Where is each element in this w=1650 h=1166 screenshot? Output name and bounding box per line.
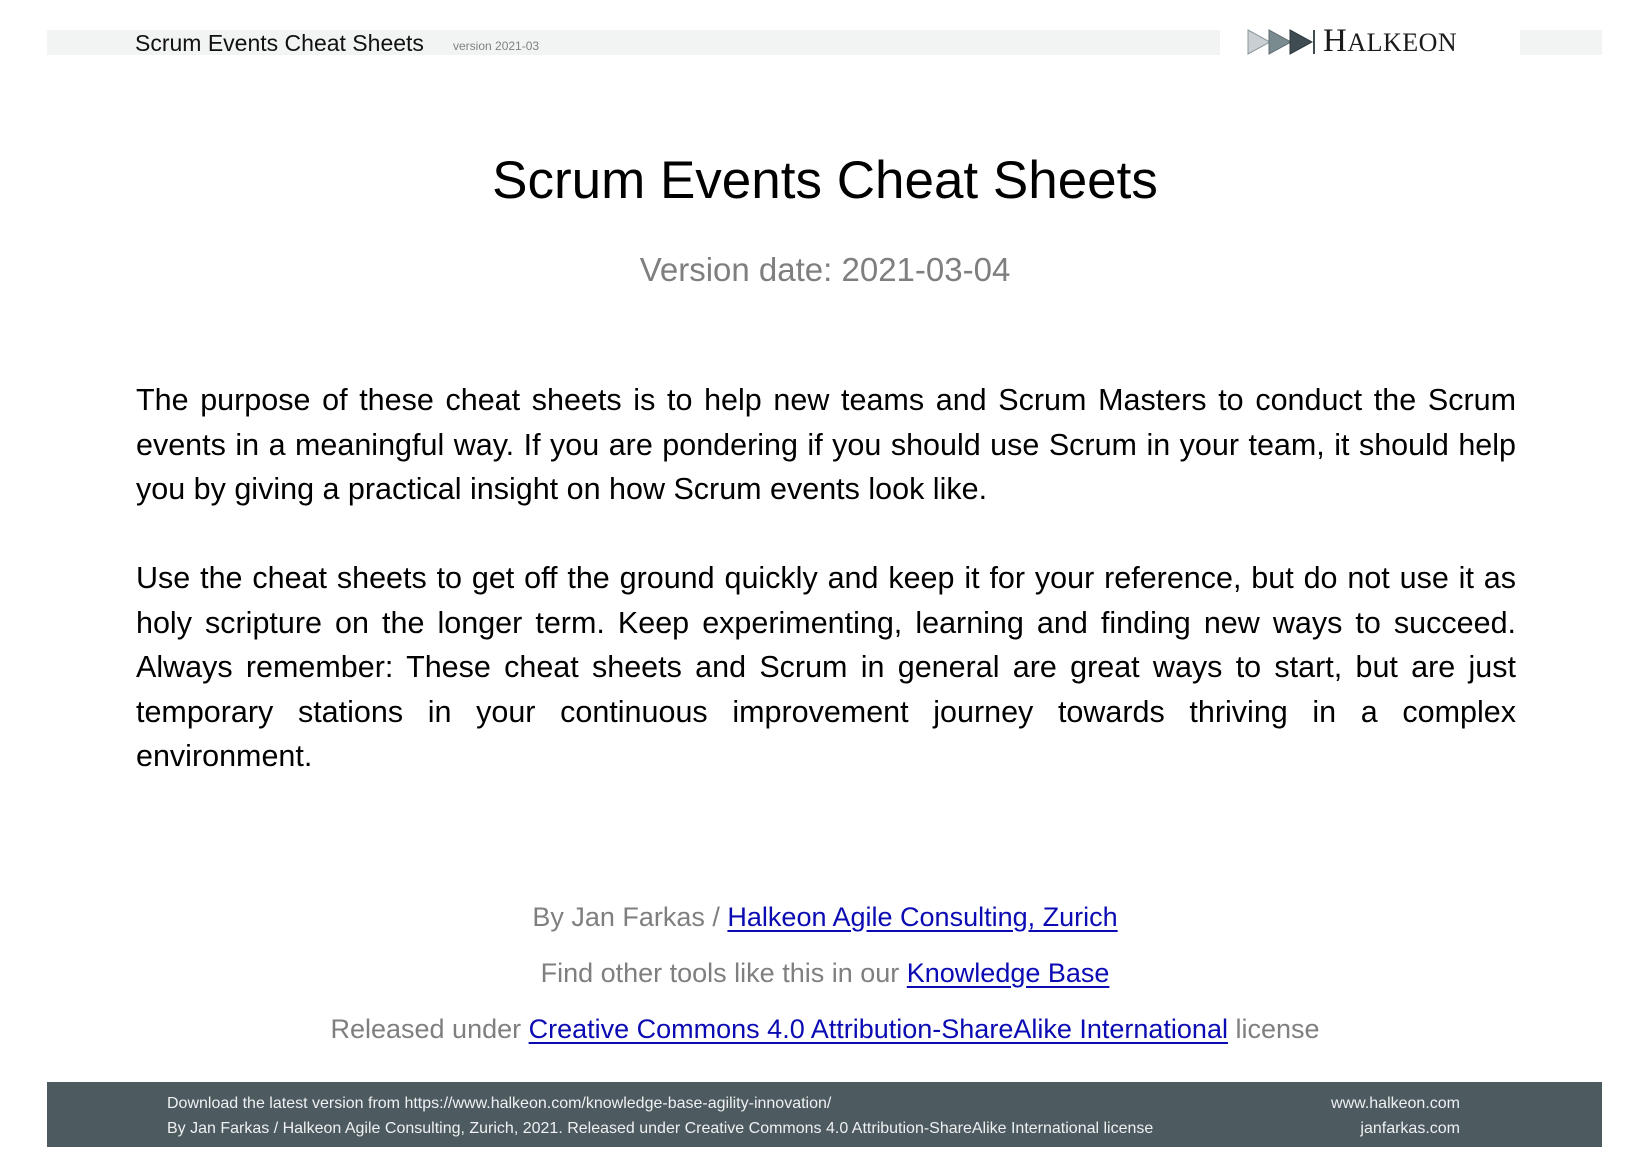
footer-bar (47, 1082, 1602, 1147)
knowledge-base-text: Find other tools like this in our (540, 958, 907, 988)
license-suffix-text: license (1227, 1014, 1320, 1044)
halkeon-consulting-link[interactable]: Halkeon Agile Consulting, Zurich (727, 902, 1118, 932)
version-date: Version date: 2021-03-04 (639, 251, 1011, 288)
footer-janfarkas-site: janfarkas.com (1360, 1120, 1460, 1137)
logo-rest: ALKEON (1347, 28, 1458, 57)
license-line (0, 1011, 1650, 1047)
footer-license-text: By Jan Farkas / Halkeon Agile Consulting, Zurich, 2021. Released under Creative Commons 4.0 Attribution-ShareAlike International license (167, 1120, 1154, 1137)
logo-initial: H (1323, 23, 1348, 59)
creative-commons-license-link[interactable]: Creative Commons 4.0 Attribution-ShareAlike International (528, 1014, 1228, 1044)
halkeon-logo (1247, 23, 1458, 59)
knowledge-base-link[interactable]: Knowledge Base (906, 958, 1110, 988)
intro-paragraph-usage: Use the cheat sheets to get off the ground quickly and keep it for your reference, but do not use it as holy scripture on the longer term. Keep experimenting, learning and finding new ways to succeed. Always remember: These cheat sheets and Scrum in general are great ways to start, but are just temporary stations in your continuous improvement journey towards thriving in a complex environment. (136, 561, 1516, 773)
author-credit-text: By Jan Farkas / (532, 902, 728, 932)
author-credit-line (0, 899, 1650, 935)
footer-halkeon-site: www.halkeon.com (1331, 1095, 1460, 1112)
license-prefix-text: Released under (330, 1014, 529, 1044)
triple-play-arrows-icon (1247, 28, 1317, 56)
intro-paragraph-purpose: The purpose of these cheat sheets is to help new teams and Scrum Masters to conduct the Scrum events in a meaningful way. If you are pondering if you should use Scrum in your team, it should help you by giving a practical insight on how Scrum events look like. (136, 383, 1516, 506)
logo-wordmark (1323, 25, 1457, 59)
header-bar-right-segment (1520, 30, 1602, 55)
footer-info (167, 1091, 1153, 1141)
knowledge-base-line (0, 955, 1650, 991)
page-title: Scrum Events Cheat Sheets (492, 151, 1158, 210)
footer-download-text: Download the latest version from https://www.halkeon.com/knowledge-base-agility-innovation/ (167, 1095, 832, 1112)
header-version: version 2021-03 (453, 39, 540, 53)
footer-sites (1331, 1091, 1460, 1141)
header-title: Scrum Events Cheat Sheets (135, 30, 424, 56)
